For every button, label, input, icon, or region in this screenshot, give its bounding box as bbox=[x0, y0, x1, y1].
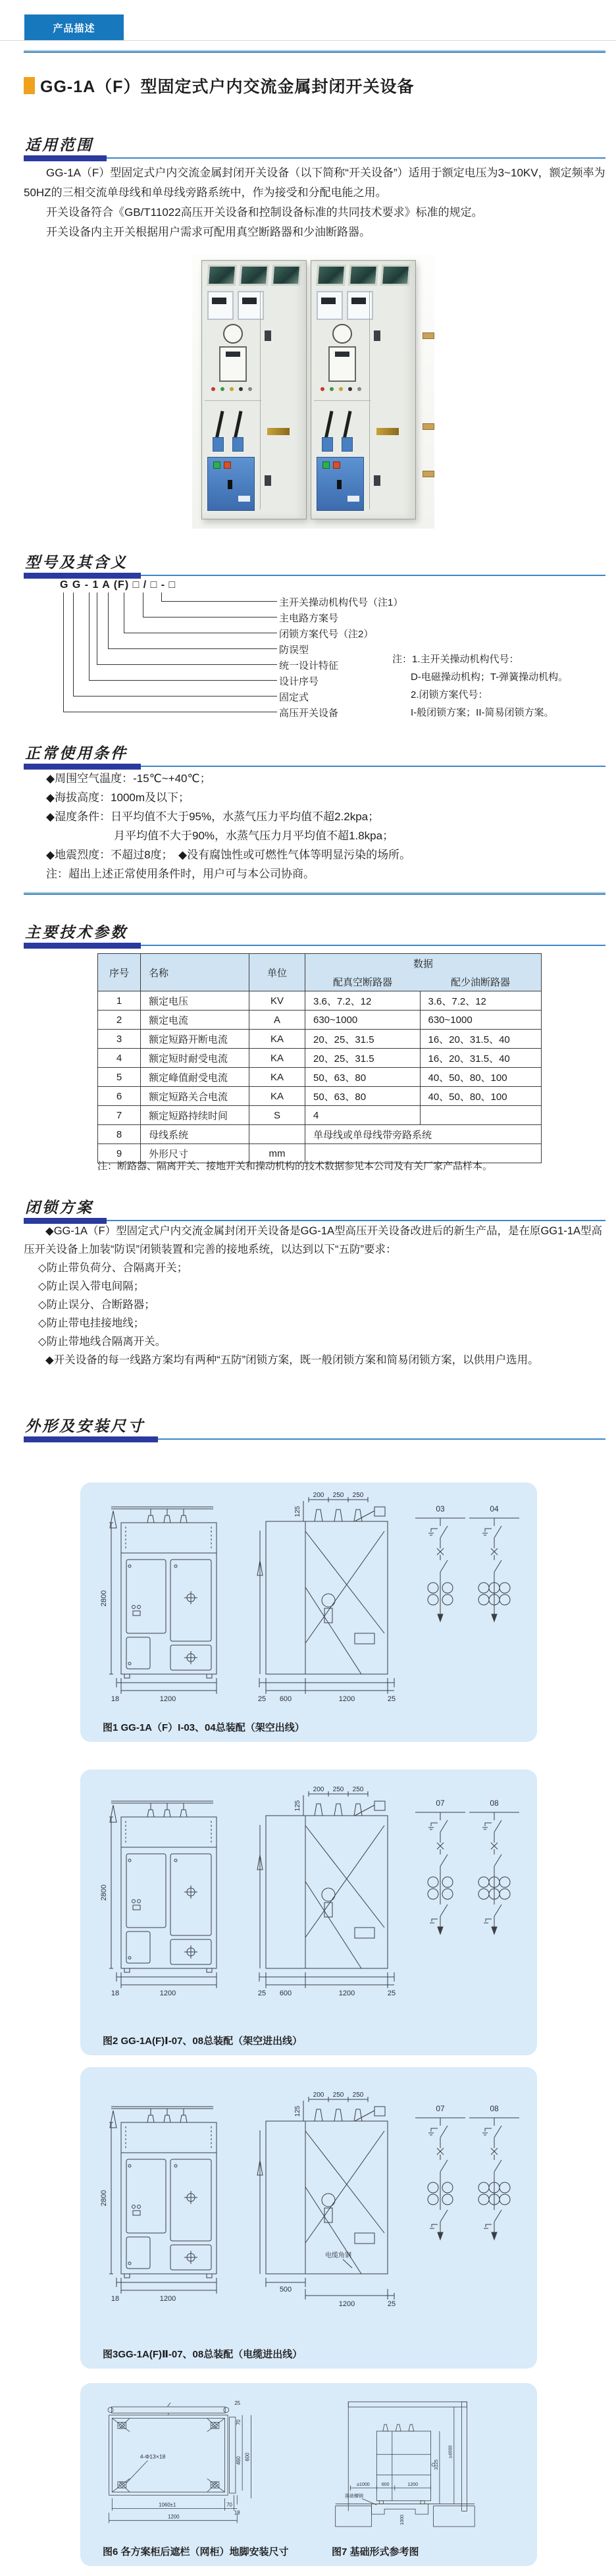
model-label: 高压开关设备 bbox=[279, 708, 339, 719]
dim-label: 1200 bbox=[159, 2295, 176, 2303]
top-blue-rule bbox=[24, 50, 605, 53]
parameters-table bbox=[97, 953, 542, 1163]
dim-label: 250 bbox=[352, 1492, 364, 1499]
dim-label: 1200 bbox=[168, 2513, 180, 2520]
busbar-stub bbox=[423, 423, 434, 430]
figure7-drawing bbox=[325, 2392, 480, 2532]
section-heading-params bbox=[24, 920, 605, 946]
dim-label: 200 bbox=[313, 2091, 324, 2099]
dim-label: ≥4000 bbox=[448, 2445, 453, 2459]
dim-label: 18 bbox=[234, 2510, 240, 2516]
table-row bbox=[98, 1125, 542, 1144]
dim-label: 18 bbox=[111, 2295, 120, 2303]
model-label: 闭锁方案代号（注2） bbox=[279, 629, 374, 640]
cell-unit: S bbox=[249, 1106, 305, 1125]
table-row bbox=[98, 1030, 542, 1049]
figure6-7-panel bbox=[80, 2383, 537, 2566]
interlock-item: ◇防止带负荷分、合隔离开关； bbox=[38, 1262, 188, 1274]
section-heading-conditions bbox=[24, 741, 605, 767]
cell-name: 额定短路关合电流 bbox=[141, 1087, 249, 1106]
interlock-intro: ◆GG-1A（F）型固定式户内交流金属封闭开关设备是GG-1A型高压开关设备改进后的新生产品，是在原GG1-1A型高压开关设备上加装“防误”闭锁装置和完善的接地系统，以达到以下“五防”要求： bbox=[24, 1225, 602, 1255]
orange-bullet-icon bbox=[24, 77, 35, 94]
section-heading-conditions-text: 正常使用条件 bbox=[24, 741, 141, 770]
dim-label: 500 bbox=[279, 2286, 292, 2294]
cabinet-meters bbox=[317, 291, 373, 320]
cell-unit: KA bbox=[249, 1068, 305, 1087]
cell-vacuum: 50、63、80 bbox=[305, 1087, 421, 1106]
cell-no: 4 bbox=[98, 1049, 141, 1068]
dim-label: 2800 bbox=[100, 1590, 108, 1607]
section-heading-interlock-text: 闭锁方案 bbox=[24, 1196, 107, 1224]
section-heading-scope bbox=[24, 133, 605, 159]
scheme-label: 08 bbox=[490, 2104, 499, 2113]
figure3-panel bbox=[80, 2067, 537, 2369]
cabinet-door bbox=[260, 291, 301, 510]
cell-span: 单母线或单母线带旁路系统 bbox=[305, 1125, 542, 1144]
busbar-stub bbox=[423, 471, 434, 477]
dim-label: 125 bbox=[294, 1506, 301, 1517]
operating-lever bbox=[324, 411, 333, 440]
model-designation-diagram bbox=[24, 579, 605, 732]
interlock-outro: ◆开关设备的每一线路方案均有两种“五防”闭锁方案，既一般闭锁方案和简易闭锁方案，以供用户选用。 bbox=[45, 1354, 539, 1366]
dim-label: 25 bbox=[234, 2400, 241, 2406]
dim-label: 1200 bbox=[407, 2483, 419, 2488]
dim-label: 200 bbox=[313, 1492, 324, 1499]
model-label: 防误型 bbox=[279, 644, 309, 656]
cell-oil: 630~1000 bbox=[420, 1011, 542, 1030]
figure1-caption: 图1 GG-1A（F）I-03、04总装配（架空出线） bbox=[103, 1722, 305, 1733]
cabinet-window-strip bbox=[207, 265, 301, 286]
dim-label: 1200 bbox=[159, 1989, 176, 1997]
model-note-line: I-般闭锁方案；II-简易闭锁方案。 bbox=[411, 707, 554, 718]
scheme-label: 03 bbox=[436, 1504, 445, 1513]
dim-label: 25 bbox=[387, 1989, 396, 1997]
cell-name: 额定峰值耐受电流 bbox=[141, 1068, 249, 1087]
condition-item: 月平均值不大于90%，水蒸气压力月平均值不超1.8kpa； bbox=[114, 829, 394, 842]
part-label: 电缆角钢 bbox=[325, 2252, 351, 2259]
figure3-caption: 图3GG-1A(F)Ⅱ-07、08总装配（电缆进出线） bbox=[103, 2349, 303, 2360]
figure7-caption: 图7 基础形式参考图 bbox=[332, 2546, 419, 2558]
cell-name: 额定短路持续时间 bbox=[141, 1106, 249, 1125]
dim-label: 1200 bbox=[159, 1695, 176, 1703]
dim-label: 18 bbox=[111, 1695, 120, 1703]
dim-label: 70 bbox=[235, 2419, 242, 2425]
lever-base bbox=[322, 437, 333, 452]
dim-label: 3125 bbox=[434, 2459, 439, 2470]
section-heading-dimensions-text: 外形及安装尺寸 bbox=[24, 1414, 158, 1442]
dim-label: 25 bbox=[387, 1695, 396, 1703]
cabinet-meters bbox=[207, 291, 264, 320]
model-label: 主电路方案号 bbox=[279, 613, 339, 624]
tab-product-description[interactable]: 产品描述 bbox=[24, 14, 124, 41]
cell-name: 额定电压 bbox=[141, 991, 249, 1011]
dim-label: 125 bbox=[294, 1800, 301, 1812]
figure6-caption: 图6 各方案柜后遮栏（网柜）地脚安装尺寸 bbox=[103, 2546, 289, 2558]
model-label: 主开关操动机构代号（注1） bbox=[279, 597, 403, 608]
model-label: 统一设计特征 bbox=[279, 660, 339, 671]
figure2-drawing bbox=[91, 1779, 526, 2011]
dim-label: 70 bbox=[226, 2502, 232, 2508]
cell-name: 额定电流 bbox=[141, 1011, 249, 1030]
dim-label: 125 bbox=[294, 2105, 301, 2117]
dim-label: 1060±1 bbox=[159, 2502, 176, 2508]
figure2-caption: 图2 GG-1A(F)Ⅰ-07、08总装配（架空进出线） bbox=[103, 2036, 303, 2047]
cell-no: 2 bbox=[98, 1011, 141, 1030]
table-row bbox=[98, 1068, 542, 1087]
cell-no: 6 bbox=[98, 1087, 141, 1106]
cell-unit bbox=[249, 1125, 305, 1144]
dim-label: 2800 bbox=[100, 1884, 108, 1901]
cell-unit: KA bbox=[249, 1030, 305, 1049]
model-label: 固定式 bbox=[279, 692, 309, 703]
lever-base bbox=[342, 437, 353, 452]
dim-label: 460 bbox=[235, 2456, 242, 2465]
interlock-item: ◇防止带地线合隔离开关。 bbox=[38, 1336, 167, 1348]
cabinet-door bbox=[369, 291, 411, 510]
switchgear-cabinet bbox=[201, 260, 307, 519]
scheme-label: 08 bbox=[490, 1799, 499, 1808]
interlock-content bbox=[24, 1222, 605, 1369]
col-header-name: 名称 bbox=[141, 954, 249, 991]
figure3-drawing bbox=[91, 2076, 526, 2324]
cell-vacuum: 20、25、31.5 bbox=[305, 1049, 421, 1068]
section-heading-scope-text: 适用范围 bbox=[24, 133, 107, 161]
conditions-list bbox=[46, 769, 603, 883]
cell-unit: KA bbox=[249, 1049, 305, 1068]
condition-item: ◆周围空气温度：-15℃~+40℃； bbox=[46, 772, 211, 785]
cell-no: 7 bbox=[98, 1106, 141, 1125]
cabinet-indicator-lights bbox=[321, 387, 361, 391]
cell-oil: 16、20、31.5、40 bbox=[420, 1049, 542, 1068]
interlock-item: ◇防止误入带电间隔； bbox=[38, 1280, 145, 1292]
dim-label: 25 bbox=[387, 2300, 396, 2308]
cell-no: 3 bbox=[98, 1030, 141, 1049]
dim-label: 1200 bbox=[338, 1695, 355, 1703]
section-heading-interlock bbox=[24, 1196, 605, 1221]
lever-base bbox=[213, 437, 224, 452]
part-label: 基础槽钢 bbox=[344, 2494, 363, 2499]
cell-oil: 40、50、80、100 bbox=[420, 1087, 542, 1106]
cabinet-indicator-lights bbox=[211, 387, 252, 391]
dim-label: 250 bbox=[332, 1492, 344, 1499]
section-heading-model bbox=[24, 550, 605, 576]
page-title bbox=[24, 74, 414, 97]
section-heading-dimensions bbox=[24, 1414, 605, 1440]
control-box bbox=[207, 457, 255, 511]
model-note-line: 注：1.主开关操动机构代号： bbox=[392, 654, 519, 665]
dim-label: 1200 bbox=[338, 2300, 355, 2308]
condition-note: 注：超出上述正常使用条件时，用户可与本公司协商。 bbox=[46, 868, 315, 880]
cell-no: 5 bbox=[98, 1068, 141, 1087]
page-title-text: GG-1A（F）型固定式户内交流金属封闭开关设备 bbox=[40, 78, 415, 96]
cell-vacuum: 3.6、7.2、12 bbox=[305, 991, 421, 1011]
cell-unit: mm bbox=[249, 1144, 305, 1163]
interlock-item: ◇防止误分、合断路器； bbox=[38, 1299, 155, 1311]
figure2-panel bbox=[80, 1770, 537, 2055]
condition-item: ◆海拔高度：1000m及以下； bbox=[46, 791, 190, 804]
figure1-panel bbox=[80, 1483, 537, 1742]
dim-label: 1000 bbox=[400, 2514, 405, 2525]
table-row bbox=[98, 1106, 542, 1125]
cabinet-gauge bbox=[223, 324, 243, 344]
section-heading-model-text: 型号及其含义 bbox=[24, 550, 141, 579]
page-break-rule bbox=[24, 892, 605, 895]
operating-lever bbox=[215, 411, 224, 440]
table-row bbox=[98, 1011, 542, 1030]
cell-unit: A bbox=[249, 1011, 305, 1030]
col-header-vacuum: 配真空断路器 bbox=[305, 972, 421, 991]
cell-name: 额定短路开断电流 bbox=[141, 1030, 249, 1049]
control-box bbox=[317, 457, 364, 511]
scope-paragraphs bbox=[24, 163, 605, 242]
model-code: G G - 1 A (F) □ / □ - □ bbox=[60, 579, 176, 591]
model-note-line: D-电磁操动机构；T-弹簧操动机构。 bbox=[411, 671, 569, 683]
cell-unit: KV bbox=[249, 991, 305, 1011]
cell-vacuum: 4 bbox=[305, 1106, 421, 1125]
cell-vacuum: 20、25、31.5 bbox=[305, 1030, 421, 1049]
dim-label: 200 bbox=[313, 1786, 324, 1793]
table-row bbox=[98, 1049, 542, 1068]
scope-p2: 开关设备符合《GB/T11022高压开关设备和控制设备标准的共同技术要求》标准的规定。 bbox=[46, 206, 483, 219]
dim-label: 600 bbox=[279, 1989, 292, 1997]
scope-p1: GG-1A（F）型固定式户内交流金属封闭开关设备（以下简称“开关设备”）适用于额定电压为3~10KV，额定频率为50HZ的三相交流单母线和单母线旁路系统中，作为接受和分配电能之用。 bbox=[24, 167, 605, 199]
operating-lever bbox=[342, 411, 351, 440]
model-label: 设计序号 bbox=[279, 676, 319, 687]
cell-no: 9 bbox=[98, 1144, 141, 1163]
dim-label: 18 bbox=[111, 1989, 120, 1997]
dim-label: 250 bbox=[352, 2091, 364, 2099]
cell-name: 额定短时耐受电流 bbox=[141, 1049, 249, 1068]
col-header-data: 数据 bbox=[305, 954, 542, 973]
dim-label: 2800 bbox=[100, 2190, 108, 2207]
cell-oil: 16、20、31.5、40 bbox=[420, 1030, 542, 1049]
dim-label: ≥1000 bbox=[357, 2483, 370, 2488]
header-divider bbox=[0, 40, 616, 41]
cell-unit: KA bbox=[249, 1087, 305, 1106]
table-row bbox=[98, 1087, 542, 1106]
condition-item: ◆湿度条件：日平均值不大于95%，水蒸气压力平均值不超2.2kpa； bbox=[46, 810, 380, 823]
dim-label: 25 bbox=[257, 1695, 267, 1703]
scope-p3: 开关设备内主开关根据用户需求可配用真空断路器和少油断路器。 bbox=[46, 226, 371, 238]
model-notes bbox=[392, 650, 568, 722]
table-row bbox=[98, 991, 542, 1011]
dim-label: 600 bbox=[244, 2452, 251, 2461]
figure1-drawing bbox=[91, 1492, 526, 1709]
model-note-line: 2.闭锁方案代号： bbox=[411, 689, 488, 700]
cell-oil: 3.6、7.2、12 bbox=[420, 991, 542, 1011]
interlock-item: ◇防止带电挂接地线； bbox=[38, 1317, 145, 1329]
cell-no: 1 bbox=[98, 991, 141, 1011]
scheme-label: 07 bbox=[436, 1799, 445, 1808]
cabinet-window-strip bbox=[317, 265, 410, 286]
col-header-unit: 单位 bbox=[249, 954, 305, 991]
operating-lever bbox=[233, 411, 242, 440]
dim-label: 25 bbox=[257, 1989, 267, 1997]
cabinet-gauge bbox=[332, 324, 352, 344]
dim-label: 250 bbox=[352, 1786, 364, 1793]
table-note: 注：断路器、隔离开关、接地开关和操动机构的技术数据参见本公司及有关厂家产品样本。 bbox=[97, 1161, 493, 1172]
switchgear-photo bbox=[192, 253, 434, 529]
scheme-label: 07 bbox=[436, 2104, 445, 2113]
cell-oil bbox=[420, 1106, 542, 1125]
switchgear-cabinet bbox=[311, 260, 416, 519]
cell-oil: 40、50、80、100 bbox=[420, 1068, 542, 1087]
cell-vacuum: 630~1000 bbox=[305, 1011, 421, 1030]
dim-label: 250 bbox=[332, 2091, 344, 2099]
cell-name: 母线系统 bbox=[141, 1125, 249, 1144]
dim-label: 600 bbox=[279, 1695, 292, 1703]
dim-label: 600 bbox=[381, 2483, 390, 2488]
col-header-oil: 配少油断路器 bbox=[420, 972, 542, 991]
dim-label: 250 bbox=[332, 1786, 344, 1793]
dim-label: 4-Φ13×18 bbox=[140, 2453, 166, 2460]
cabinet-voltmeter bbox=[219, 346, 247, 382]
cabinet-voltmeter bbox=[328, 346, 356, 382]
lever-base bbox=[232, 437, 244, 452]
section-heading-params-text: 主要技术参数 bbox=[24, 920, 141, 949]
condition-item: ◆地震烈度：不超过8度； ◆没有腐蚀性或可燃性气体等明显污染的场所。 bbox=[46, 849, 411, 861]
busbar-stub bbox=[423, 332, 434, 339]
col-header-no: 序号 bbox=[98, 954, 141, 991]
figure6-drawing bbox=[96, 2392, 267, 2532]
cell-vacuum: 50、63、80 bbox=[305, 1068, 421, 1087]
dim-label: 1200 bbox=[338, 1989, 355, 1997]
cell-name: 外形尺寸 bbox=[141, 1144, 249, 1163]
scheme-label: 04 bbox=[490, 1504, 499, 1513]
cell-no: 8 bbox=[98, 1125, 141, 1144]
